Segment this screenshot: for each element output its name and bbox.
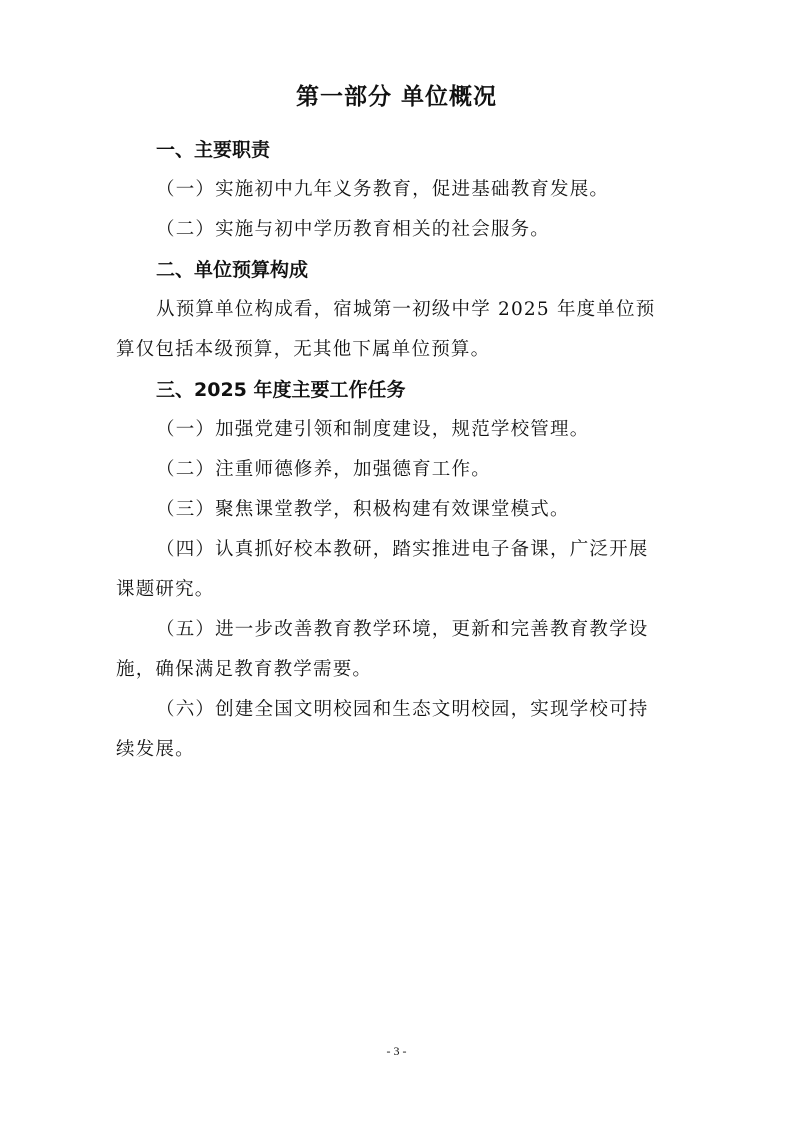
duty-item: （二）实施与初中学历教育相关的社会服务。 [156,219,551,240]
section-heading-budget-structure: 二、单位预算构成 [156,259,309,281]
paragraph-line: 从预算单位构成看，宿城第一初级中学 2025 年度单位预 [156,299,656,320]
page-title: 第一部分 单位概况 [295,84,497,110]
task-item: （一）加强党建引领和制度建设，规范学校管理。 [156,419,590,440]
task-item-line: 施，确保满足教育教学需要。 [116,659,373,680]
task-item [116,530,681,610]
section-heading-work-tasks: 三、2025 年度主要工作任务 [156,379,406,401]
task-item-line: （六）创建全国文明校园和生态文明校园，实现学校可持 [156,699,649,720]
task-item: （二）注重师德修养，加强德育工作。 [156,459,491,480]
budget-structure-paragraph [116,290,681,370]
paragraph-line: 算仅包括本级预算，无其他下属单位预算。 [116,339,491,360]
task-item [116,610,681,690]
section-heading-duties: 一、主要职责 [156,139,271,161]
task-item-line: 课题研究。 [116,579,215,600]
task-item-line: 续发展。 [116,739,195,760]
duty-item: （一）实施初中九年义务教育，促进基础教育发展。 [156,179,610,200]
task-item: （三）聚焦课堂教学，积极构建有效课堂模式。 [156,499,570,520]
task-item-line: （四）认真抓好校本教研，踏实推进电子备课，广泛开展 [156,539,649,560]
page-number: - 3 - [386,1044,407,1058]
task-item-line: （五）进一步改善教育教学环境，更新和完善教育教学设 [156,619,649,640]
task-item [116,690,681,770]
document-body [116,130,681,770]
